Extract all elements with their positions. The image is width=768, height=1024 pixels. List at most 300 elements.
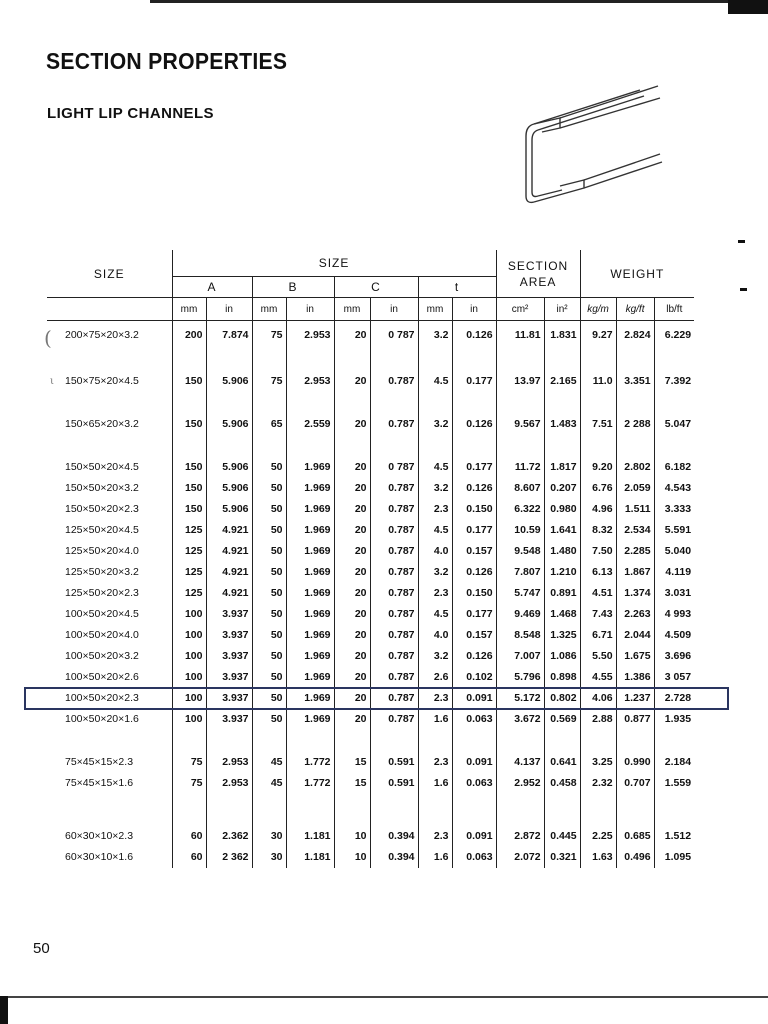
dim-b-header: B	[252, 277, 334, 298]
spacer-cell	[496, 794, 544, 826]
value-cell: 2.3	[418, 583, 452, 604]
value-cell: 0.891	[544, 583, 580, 604]
value-cell: 2.953	[206, 773, 252, 794]
spacer-cell	[47, 435, 172, 457]
value-cell: 2.802	[616, 457, 654, 478]
value-cell: 150	[172, 371, 206, 392]
value-cell: 0.157	[452, 541, 496, 562]
value-cell: 150	[172, 499, 206, 520]
spacer-cell	[334, 349, 370, 371]
value-cell: 1.831	[544, 321, 580, 350]
table-row	[47, 773, 694, 794]
value-cell: 1.969	[286, 541, 334, 562]
value-cell: 0 787	[370, 321, 418, 350]
value-cell: 2 362	[206, 847, 252, 868]
highlighted-row-box	[24, 687, 729, 710]
value-cell: 3.333	[654, 499, 694, 520]
value-cell: 1.969	[286, 457, 334, 478]
section-properties-table	[47, 250, 694, 868]
table-spacer-row	[47, 794, 694, 826]
spacer-cell	[47, 349, 172, 371]
value-cell: 0.877	[616, 709, 654, 730]
value-cell: 45	[252, 752, 286, 773]
value-cell: 3.937	[206, 709, 252, 730]
size-cell: 100×50×20×3.2	[65, 650, 139, 662]
value-cell: 0.787	[370, 625, 418, 646]
spacer-cell	[252, 794, 286, 826]
value-cell: 0.980	[544, 499, 580, 520]
spacer-cell	[544, 435, 580, 457]
table-row	[47, 667, 694, 688]
value-cell: 5.906	[206, 371, 252, 392]
value-cell: 7.43	[580, 604, 616, 625]
value-cell: 100	[172, 604, 206, 625]
spacer-cell	[544, 730, 580, 752]
value-cell: 5.040	[654, 541, 694, 562]
value-cell: 4.921	[206, 562, 252, 583]
spacer-cell	[286, 794, 334, 826]
value-cell: 50	[252, 646, 286, 667]
value-cell: 3.937	[206, 688, 252, 709]
value-cell: 11.72	[496, 457, 544, 478]
value-cell: 2.728	[654, 688, 694, 709]
value-cell: 4 993	[654, 604, 694, 625]
value-cell: 5.906	[206, 414, 252, 435]
value-cell: 0.591	[370, 773, 418, 794]
value-cell: 4.921	[206, 583, 252, 604]
unit-header: cm²	[496, 298, 544, 321]
spacer-cell	[496, 349, 544, 371]
value-cell: 50	[252, 688, 286, 709]
value-cell: 60	[172, 826, 206, 847]
page-subtitle: LIGHT LIP CHANNELS	[47, 105, 214, 122]
value-cell: 0.787	[370, 562, 418, 583]
spacer-cell	[616, 435, 654, 457]
spacer-cell	[286, 349, 334, 371]
value-cell: 2.32	[580, 773, 616, 794]
spacer-cell	[496, 392, 544, 414]
value-cell: 9.469	[496, 604, 544, 625]
table-row	[47, 583, 694, 604]
size-cell: 150×65×20×3.2	[65, 418, 139, 430]
spacer-cell	[616, 730, 654, 752]
spacer-cell	[286, 392, 334, 414]
value-cell: 1.511	[616, 499, 654, 520]
value-cell: 0.496	[616, 847, 654, 868]
margin-dash	[738, 240, 745, 243]
value-cell: 125	[172, 562, 206, 583]
value-cell: 1.325	[544, 625, 580, 646]
value-cell: 7.51	[580, 414, 616, 435]
value-cell: 20	[334, 414, 370, 435]
size-cell: 75×45×15×2.3	[65, 756, 134, 768]
value-cell: 0.569	[544, 709, 580, 730]
spacer-cell	[544, 392, 580, 414]
value-cell: 1.386	[616, 667, 654, 688]
value-cell: 9.548	[496, 541, 544, 562]
value-cell: 0 787	[370, 457, 418, 478]
spacer-cell	[418, 349, 452, 371]
page-corner-shadow	[728, 0, 768, 14]
value-cell: 50	[252, 520, 286, 541]
table-spacer-row	[47, 392, 694, 414]
value-cell: 150	[172, 457, 206, 478]
value-cell: 0.126	[452, 414, 496, 435]
page-number: 50	[33, 940, 50, 957]
table-row	[47, 478, 694, 499]
value-cell: 3.937	[206, 625, 252, 646]
spacer-cell	[370, 794, 418, 826]
value-cell: 1.969	[286, 520, 334, 541]
spacer-cell	[370, 730, 418, 752]
value-cell: 4.0	[418, 541, 452, 562]
spacer-cell	[252, 730, 286, 752]
value-cell: 0.898	[544, 667, 580, 688]
spacer-cell	[496, 730, 544, 752]
value-cell: 4.137	[496, 752, 544, 773]
value-cell: 1.867	[616, 562, 654, 583]
value-cell: 1.181	[286, 847, 334, 868]
spacer-cell	[616, 794, 654, 826]
value-cell: 2.059	[616, 478, 654, 499]
value-cell: 0.787	[370, 414, 418, 435]
value-cell: 0.394	[370, 847, 418, 868]
value-cell: 1.210	[544, 562, 580, 583]
table-row	[47, 541, 694, 562]
unit-header: mm	[252, 298, 286, 321]
spacer-cell	[206, 349, 252, 371]
spacer-cell	[654, 435, 694, 457]
table-row	[47, 646, 694, 667]
value-cell: 0.063	[452, 709, 496, 730]
value-cell: 0.177	[452, 520, 496, 541]
table-row	[47, 562, 694, 583]
value-cell: 5.747	[496, 583, 544, 604]
value-cell: 0.177	[452, 457, 496, 478]
spacer-cell	[206, 435, 252, 457]
value-cell: 1.969	[286, 646, 334, 667]
value-cell: 0.394	[370, 826, 418, 847]
value-cell: 1.935	[654, 709, 694, 730]
value-cell: 50	[252, 499, 286, 520]
value-cell: 30	[252, 826, 286, 847]
section-area-header: SECTION AREA	[496, 250, 580, 298]
value-cell: 7.007	[496, 646, 544, 667]
spacer-cell	[452, 349, 496, 371]
size-cell: 100×50×20×4.0	[65, 629, 139, 641]
value-cell: 2.88	[580, 709, 616, 730]
table-row	[47, 826, 694, 847]
value-cell: 1.559	[654, 773, 694, 794]
value-cell: 125	[172, 541, 206, 562]
spacer-cell	[370, 435, 418, 457]
size-cell: 125×50×20×3.2	[65, 566, 139, 578]
value-cell: 8.607	[496, 478, 544, 499]
value-cell: 0.091	[452, 826, 496, 847]
value-cell: 3.937	[206, 667, 252, 688]
value-cell: 20	[334, 562, 370, 583]
value-cell: 0.445	[544, 826, 580, 847]
value-cell: 9.567	[496, 414, 544, 435]
margin-paren: (	[44, 326, 52, 350]
value-cell: 1.969	[286, 667, 334, 688]
value-cell: 0.207	[544, 478, 580, 499]
table-row	[47, 457, 694, 478]
value-cell: 1.095	[654, 847, 694, 868]
spacer-cell	[418, 435, 452, 457]
value-cell: 3.2	[418, 321, 452, 350]
value-cell: 75	[252, 371, 286, 392]
value-cell: 50	[252, 667, 286, 688]
value-cell: 4.509	[654, 625, 694, 646]
spacer-cell	[654, 730, 694, 752]
value-cell: 9.27	[580, 321, 616, 350]
dim-c-header: C	[334, 277, 418, 298]
value-cell: 2.072	[496, 847, 544, 868]
value-cell: 2.362	[206, 826, 252, 847]
value-cell: 0.126	[452, 478, 496, 499]
value-cell: 10	[334, 826, 370, 847]
value-cell: 1.374	[616, 583, 654, 604]
spacer-cell	[286, 435, 334, 457]
spacer-cell	[47, 794, 172, 826]
table-row	[47, 414, 694, 435]
margin-dash	[740, 288, 747, 291]
size-cell: 75×45×15×1.6	[65, 777, 134, 789]
spacer-cell	[252, 392, 286, 414]
value-cell: 75	[252, 321, 286, 350]
value-cell: 20	[334, 583, 370, 604]
value-cell: 5.047	[654, 414, 694, 435]
value-cell: 4.5	[418, 520, 452, 541]
value-cell: 2.263	[616, 604, 654, 625]
spacer-cell	[496, 435, 544, 457]
spacer-cell	[452, 392, 496, 414]
table-row	[47, 847, 694, 868]
size-cell: 150×50×20×4.5	[65, 461, 139, 473]
value-cell: 1.483	[544, 414, 580, 435]
value-cell: 15	[334, 773, 370, 794]
value-cell: 2 288	[616, 414, 654, 435]
spacer-cell	[334, 435, 370, 457]
value-cell: 9.20	[580, 457, 616, 478]
value-cell: 7.392	[654, 371, 694, 392]
size-cell: 125×50×20×4.0	[65, 545, 139, 557]
value-cell: 1.63	[580, 847, 616, 868]
value-cell: 6.182	[654, 457, 694, 478]
unit-header: lb/ft	[654, 298, 694, 321]
spacer-cell	[580, 435, 616, 457]
size-cell: 100×50×20×2.3	[65, 692, 139, 704]
value-cell: 50	[252, 604, 286, 625]
value-cell: 1.969	[286, 478, 334, 499]
value-cell: 2.3	[418, 752, 452, 773]
value-cell: 20	[334, 457, 370, 478]
value-cell: 0.157	[452, 625, 496, 646]
value-cell: 1.6	[418, 773, 452, 794]
value-cell: 0.787	[370, 667, 418, 688]
value-cell: 0.990	[616, 752, 654, 773]
value-cell: 50	[252, 709, 286, 730]
value-cell: 2.953	[286, 321, 334, 350]
value-cell: 1.512	[654, 826, 694, 847]
value-cell: 15	[334, 752, 370, 773]
value-cell: 3.2	[418, 478, 452, 499]
value-cell: 0.787	[370, 541, 418, 562]
spacer-cell	[334, 794, 370, 826]
page-edge-bottom	[0, 996, 768, 998]
value-cell: 20	[334, 667, 370, 688]
value-cell: 3.031	[654, 583, 694, 604]
value-cell: 10.59	[496, 520, 544, 541]
page-title: SECTION PROPERTIES	[46, 48, 288, 74]
value-cell: 2.824	[616, 321, 654, 350]
value-cell: 1.6	[418, 847, 452, 868]
value-cell: 4.55	[580, 667, 616, 688]
value-cell: 7.874	[206, 321, 252, 350]
value-cell: 100	[172, 688, 206, 709]
unit-header: mm	[172, 298, 206, 321]
value-cell: 1.969	[286, 688, 334, 709]
value-cell: 100	[172, 667, 206, 688]
value-cell: 20	[334, 646, 370, 667]
value-cell: 50	[252, 562, 286, 583]
spacer-cell	[370, 392, 418, 414]
value-cell: 6.322	[496, 499, 544, 520]
value-cell: 1.468	[544, 604, 580, 625]
value-cell: 1.969	[286, 625, 334, 646]
unit-header: kg/m	[580, 298, 616, 321]
unit-blank	[47, 298, 172, 321]
value-cell: 50	[252, 541, 286, 562]
value-cell: 2.184	[654, 752, 694, 773]
spacer-cell	[654, 794, 694, 826]
size-cell: 60×30×10×2.3	[65, 830, 134, 842]
value-cell: 3.937	[206, 604, 252, 625]
spacer-cell	[580, 730, 616, 752]
value-cell: 1.969	[286, 604, 334, 625]
value-cell: 20	[334, 499, 370, 520]
value-cell: 3.696	[654, 646, 694, 667]
value-cell: 4.119	[654, 562, 694, 583]
size-cell: 60×30×10×1.6	[65, 851, 134, 863]
value-cell: 4.96	[580, 499, 616, 520]
dim-a-header: A	[172, 277, 252, 298]
value-cell: 20	[334, 541, 370, 562]
spacer-cell	[616, 349, 654, 371]
value-cell: 3 057	[654, 667, 694, 688]
value-cell: 0.787	[370, 709, 418, 730]
value-cell: 60	[172, 847, 206, 868]
size-cell: 125×50×20×4.5	[65, 524, 139, 536]
table-row	[47, 499, 694, 520]
spacer-cell	[544, 794, 580, 826]
value-cell: 8.32	[580, 520, 616, 541]
value-cell: 6.76	[580, 478, 616, 499]
size-cell: 150×75×20×4.5	[65, 375, 139, 387]
value-cell: 2.6	[418, 667, 452, 688]
value-cell: 1.237	[616, 688, 654, 709]
size-cell: 150×50×20×3.2	[65, 482, 139, 494]
value-cell: 3.937	[206, 646, 252, 667]
value-cell: 2.285	[616, 541, 654, 562]
value-cell: 5.50	[580, 646, 616, 667]
spacer-cell	[452, 730, 496, 752]
unit-header: in	[286, 298, 334, 321]
value-cell: 0.177	[452, 371, 496, 392]
spacer-cell	[418, 392, 452, 414]
value-cell: 0.787	[370, 583, 418, 604]
value-cell: 6.229	[654, 321, 694, 350]
value-cell: 1.086	[544, 646, 580, 667]
spacer-cell	[654, 349, 694, 371]
value-cell: 4.5	[418, 371, 452, 392]
value-cell: 0.787	[370, 520, 418, 541]
value-cell: 0.707	[616, 773, 654, 794]
value-cell: 5.796	[496, 667, 544, 688]
value-cell: 20	[334, 625, 370, 646]
value-cell: 3.2	[418, 646, 452, 667]
spacer-cell	[172, 392, 206, 414]
size-cell: 100×50×20×4.5	[65, 608, 139, 620]
value-cell: 8.548	[496, 625, 544, 646]
value-cell: 5.906	[206, 478, 252, 499]
spacer-cell	[580, 349, 616, 371]
value-cell: 2.952	[496, 773, 544, 794]
value-cell: 150	[172, 414, 206, 435]
value-cell: 2.25	[580, 826, 616, 847]
value-cell: 2.872	[496, 826, 544, 847]
value-cell: 5.906	[206, 499, 252, 520]
value-cell: 75	[172, 752, 206, 773]
value-cell: 1.6	[418, 709, 452, 730]
value-cell: 1.969	[286, 499, 334, 520]
value-cell: 30	[252, 847, 286, 868]
table-row	[47, 752, 694, 773]
value-cell: 4.921	[206, 520, 252, 541]
value-cell: 1.772	[286, 752, 334, 773]
value-cell: 1.181	[286, 826, 334, 847]
spacer-cell	[252, 435, 286, 457]
value-cell: 0.787	[370, 478, 418, 499]
size-group-header: SIZE	[172, 250, 496, 277]
value-cell: 0.102	[452, 667, 496, 688]
value-cell: 7.807	[496, 562, 544, 583]
unit-header: in	[206, 298, 252, 321]
value-cell: 0.787	[370, 646, 418, 667]
value-cell: 0.787	[370, 499, 418, 520]
unit-header: mm	[418, 298, 452, 321]
value-cell: 20	[334, 478, 370, 499]
value-cell: 0.787	[370, 688, 418, 709]
value-cell: 0.787	[370, 371, 418, 392]
value-cell: 20	[334, 709, 370, 730]
value-cell: 100	[172, 646, 206, 667]
value-cell: 0.091	[452, 688, 496, 709]
value-cell: 2.953	[206, 752, 252, 773]
value-cell: 4.51	[580, 583, 616, 604]
value-cell: 2.534	[616, 520, 654, 541]
value-cell: 20	[334, 688, 370, 709]
value-cell: 100	[172, 709, 206, 730]
spacer-cell	[616, 392, 654, 414]
value-cell: 0.787	[370, 604, 418, 625]
value-cell: 2.165	[544, 371, 580, 392]
spacer-cell	[418, 730, 452, 752]
value-cell: 2.3	[418, 499, 452, 520]
value-cell: 75	[172, 773, 206, 794]
value-cell: 150	[172, 478, 206, 499]
